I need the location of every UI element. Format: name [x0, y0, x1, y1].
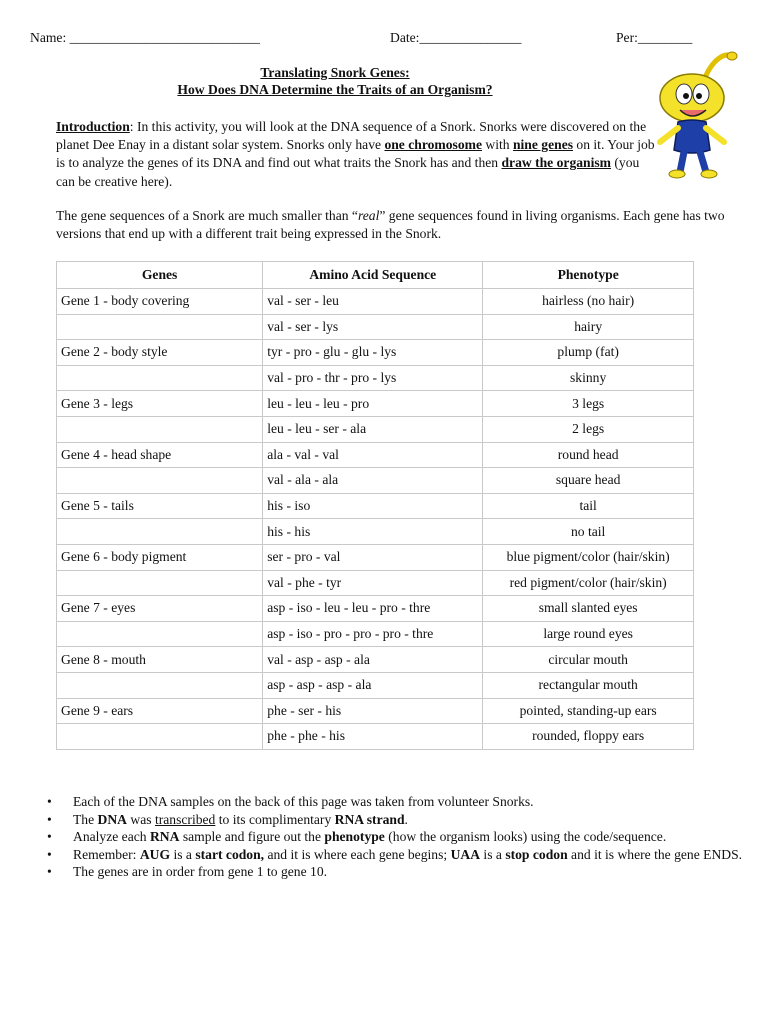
phenotype-cell: skinny	[483, 366, 693, 391]
bullet-3-text-3: (how the organism looks) using the code/sequence.	[384, 829, 667, 844]
table-row	[57, 571, 693, 596]
title-line-1: Translating Snork Genes:	[260, 65, 410, 80]
bullet-4-text-1: Remember:	[73, 846, 140, 862]
gene-cell	[57, 417, 262, 442]
sequence-cell: his - his	[263, 519, 482, 544]
table-header-row	[57, 262, 693, 288]
table-row	[57, 673, 693, 698]
intro-emphasis-genes: nine genes	[512, 137, 574, 153]
gene-cell: Gene 1 - body covering	[57, 289, 262, 314]
sequence-cell: asp - asp - asp - ala	[263, 673, 482, 698]
para2-text-1: The gene sequences of a Snork are much smaller than “	[56, 208, 358, 223]
list-item	[34, 828, 744, 846]
phenotype-cell: rectangular mouth	[483, 673, 693, 698]
instructions-list	[34, 793, 744, 881]
intro-text-2: with	[482, 137, 513, 153]
sequence-cell: val - asp - asp - ala	[263, 647, 482, 672]
header-amino-acid-sequence: Amino Acid Sequence	[263, 262, 482, 288]
phenotype-cell: circular mouth	[483, 647, 693, 672]
phenotype-cell: pointed, standing-up ears	[483, 699, 693, 724]
table-row	[57, 366, 693, 391]
bullet-4-aug: AUG	[139, 846, 171, 862]
bullet-4-text-2: is a	[170, 846, 196, 862]
bullet-4-text-4: is a	[480, 846, 506, 862]
table-row	[57, 391, 693, 416]
sequence-cell: val - ser - lys	[263, 315, 482, 340]
gene-sequence-paragraph	[56, 207, 736, 243]
snork-mascot-illustration	[652, 50, 740, 180]
phenotype-cell: plump (fat)	[483, 340, 693, 365]
gene-cell: Gene 6 - body pigment	[57, 545, 262, 570]
date-field[interactable]: Date:_______________	[390, 30, 522, 45]
table-row	[57, 545, 693, 570]
sequence-cell: val - pro - thr - pro - lys	[263, 366, 482, 391]
name-field[interactable]: Name: ____________________________	[30, 30, 260, 45]
gene-cell: Gene 7 - eyes	[57, 596, 262, 621]
gene-cell	[57, 673, 262, 698]
gene-cell	[57, 468, 262, 493]
sequence-cell: asp - iso - pro - pro - pro - thre	[263, 622, 482, 647]
bullet-2-text-2: was	[127, 811, 155, 827]
table-row	[57, 494, 693, 519]
sequence-cell: ser - pro - val	[263, 545, 482, 570]
bullet-3-phenotype: phenotype	[324, 829, 385, 844]
sequence-cell: phe - phe - his	[263, 724, 482, 749]
table-row	[57, 519, 693, 544]
gene-cell: Gene 5 - tails	[57, 494, 262, 519]
header-genes: Genes	[57, 262, 262, 288]
table-row	[57, 315, 693, 340]
gene-cell: Gene 9 - ears	[57, 699, 262, 724]
gene-cell	[57, 519, 262, 544]
sequence-cell: tyr - pro - glu - glu - lys	[263, 340, 482, 365]
bullet-2-transcribed: transcribed	[154, 811, 216, 827]
table-row	[57, 622, 693, 647]
table-row	[57, 596, 693, 621]
table-row	[57, 647, 693, 672]
bullet-4-uaa: UAA	[450, 846, 481, 862]
table-row	[57, 468, 693, 493]
phenotype-cell: rounded, floppy ears	[483, 724, 693, 749]
sequence-cell: his - iso	[263, 494, 482, 519]
bullet-2-dna: DNA	[97, 811, 127, 827]
bullet-4-text-3: and it is where each gene begins;	[264, 846, 451, 862]
bullet-2-text-1: The	[73, 811, 98, 827]
phenotype-cell: red pigment/color (hair/skin)	[483, 571, 693, 596]
intro-text-4: (you can be creative here).	[56, 155, 640, 189]
phenotype-cell: no tail	[483, 519, 693, 544]
phenotype-cell: round head	[483, 443, 693, 468]
intro-emphasis-draw: draw the organism	[501, 155, 611, 171]
header-phenotype: Phenotype	[483, 262, 693, 288]
phenotype-cell: large round eyes	[483, 622, 693, 647]
title-line-2: How Does DNA Determine the Traits of an Organism?	[177, 82, 493, 97]
introduction-paragraph	[56, 118, 656, 191]
phenotype-cell: square head	[483, 468, 693, 493]
list-item	[34, 846, 744, 864]
sequence-cell: val - ser - leu	[263, 289, 482, 314]
gene-cell: Gene 2 - body style	[57, 340, 262, 365]
bullet-5-text: The genes are in order from gene 1 to gene 10.	[73, 864, 328, 879]
intro-emphasis-chromosome: one chromosome	[384, 137, 482, 153]
gene-cell: Gene 3 - legs	[57, 391, 262, 416]
table-row	[57, 443, 693, 468]
phenotype-cell: small slanted eyes	[483, 596, 693, 621]
bullet-3-text-1: Analyze each	[73, 829, 150, 844]
intro-text-3: on it. Your job is to analyze the genes of its DNA and find out what traits the Snork has and then	[56, 137, 655, 171]
sequence-cell: val - phe - tyr	[263, 571, 482, 596]
list-item	[34, 793, 744, 811]
gene-cell	[57, 571, 262, 596]
gene-cell	[57, 724, 262, 749]
phenotype-cell: hairless (no hair)	[483, 289, 693, 314]
bullet-2-text-3: to its complimentary	[215, 811, 335, 827]
table-row	[57, 417, 693, 442]
period-field[interactable]: Per:________	[616, 30, 693, 45]
bullet-4-stop-codon: stop codon	[505, 846, 568, 862]
phenotype-cell: 3 legs	[483, 391, 693, 416]
bullet-2-text-4: .	[404, 811, 408, 827]
bullet-2-rna-strand: RNA strand	[334, 811, 405, 827]
sequence-cell: leu - leu - leu - pro	[263, 391, 482, 416]
table-row	[57, 724, 693, 749]
gene-cell: Gene 8 - mouth	[57, 647, 262, 672]
phenotype-cell: hairy	[483, 315, 693, 340]
sequence-cell: val - ala - ala	[263, 468, 482, 493]
worksheet-header	[30, 30, 740, 50]
phenotype-cell: blue pigment/color (hair/skin)	[483, 545, 693, 570]
sequence-cell: ala - val - val	[263, 443, 482, 468]
bullet-4-start-codon: start codon,	[195, 846, 265, 862]
gene-table	[56, 261, 694, 750]
sequence-cell: leu - leu - ser - ala	[263, 417, 482, 442]
sequence-cell: asp - iso - leu - leu - pro - thre	[263, 596, 482, 621]
bullet-4-text-5: and it is where the gene ENDS.	[567, 846, 743, 862]
intro-text-1: : In this activity, you will look at the DNA sequence of a Snork. Snorks were discovered on the planet Dee Enay in a distant solar system. Snorks only have	[56, 119, 647, 153]
table-row	[57, 340, 693, 365]
list-item	[34, 863, 744, 881]
bullet-3-text-2: sample and figure out the	[179, 829, 325, 844]
page-title	[0, 64, 670, 98]
phenotype-cell: 2 legs	[483, 417, 693, 442]
gene-cell	[57, 366, 262, 391]
table-row	[57, 699, 693, 724]
gene-cell	[57, 622, 262, 647]
para2-emphasis-real: real	[357, 208, 380, 223]
gene-cell: Gene 4 - head shape	[57, 443, 262, 468]
phenotype-cell: tail	[483, 494, 693, 519]
bullet-3-rna: RNA	[149, 829, 180, 844]
introduction-label: Introduction	[56, 119, 130, 134]
para2-text-2: ” gene sequences found in living organisms. Each gene has two versions that end up with a different trait being expressed in the Snork.	[56, 208, 725, 242]
sequence-cell: phe - ser - his	[263, 699, 482, 724]
table-row	[57, 289, 693, 314]
bullet-1-text: Each of the DNA samples on the back of this page was taken from volunteer Snorks.	[73, 794, 534, 809]
gene-cell	[57, 315, 262, 340]
list-item	[34, 811, 744, 829]
